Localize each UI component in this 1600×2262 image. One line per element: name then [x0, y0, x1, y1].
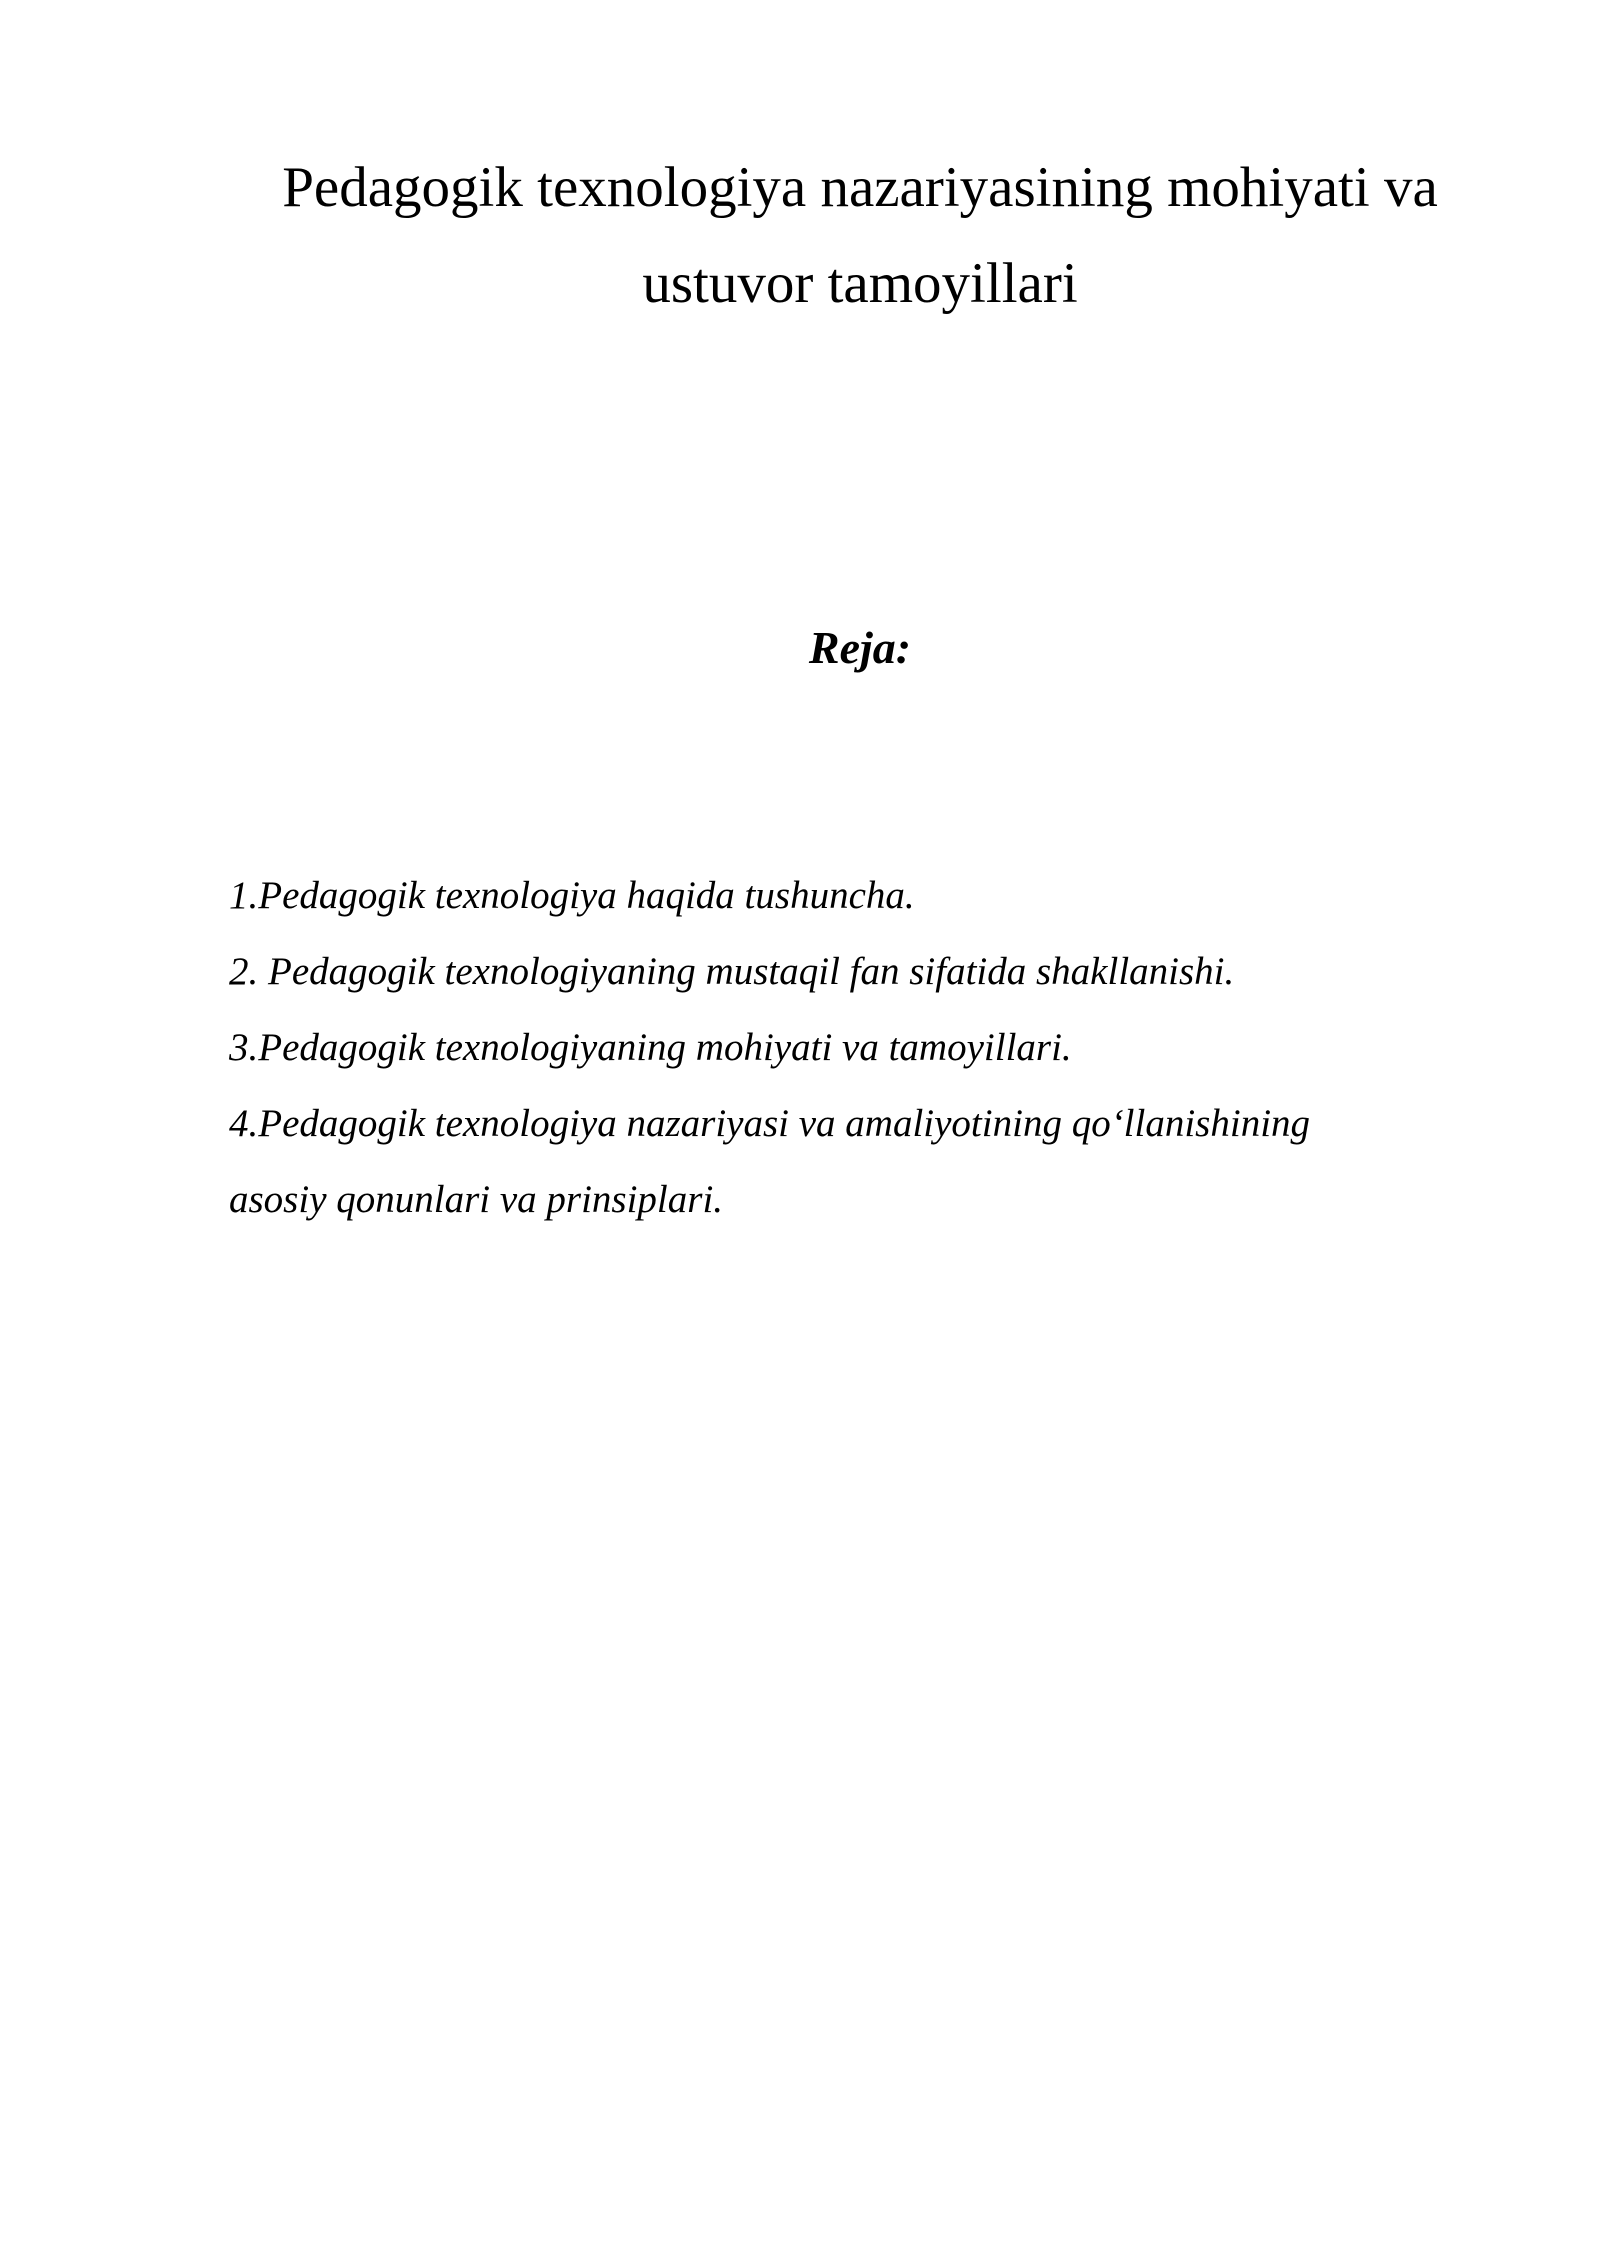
plan-item-3: 3.Pedagogik texnologiyaning mohiyati va tamoyillari. — [229, 1026, 1072, 1069]
plan-item-2: 2. Pedagogik texnologiyaning mustaqil fan sifatida shakllanishi. — [229, 950, 1235, 993]
plan-item-1: 1.Pedagogik texnologiya haqida tushuncha. — [229, 874, 915, 917]
plan-heading: Reja: — [808, 622, 912, 673]
title-line-2: ustuvor tamoyillari — [642, 252, 1078, 315]
plan-item-4: 4.Pedagogik texnologiya nazariyasi va amaliyotining qo‘llanishining — [229, 1102, 1311, 1145]
title-line-1: Pedagogik texnologiya nazariyasining mohiyati va — [282, 156, 1438, 219]
plan-list — [229, 858, 1529, 1238]
document-title — [200, 140, 1520, 332]
plan-item-4-continued: asosiy qonunlari va prinsiplari. — [229, 1178, 724, 1221]
